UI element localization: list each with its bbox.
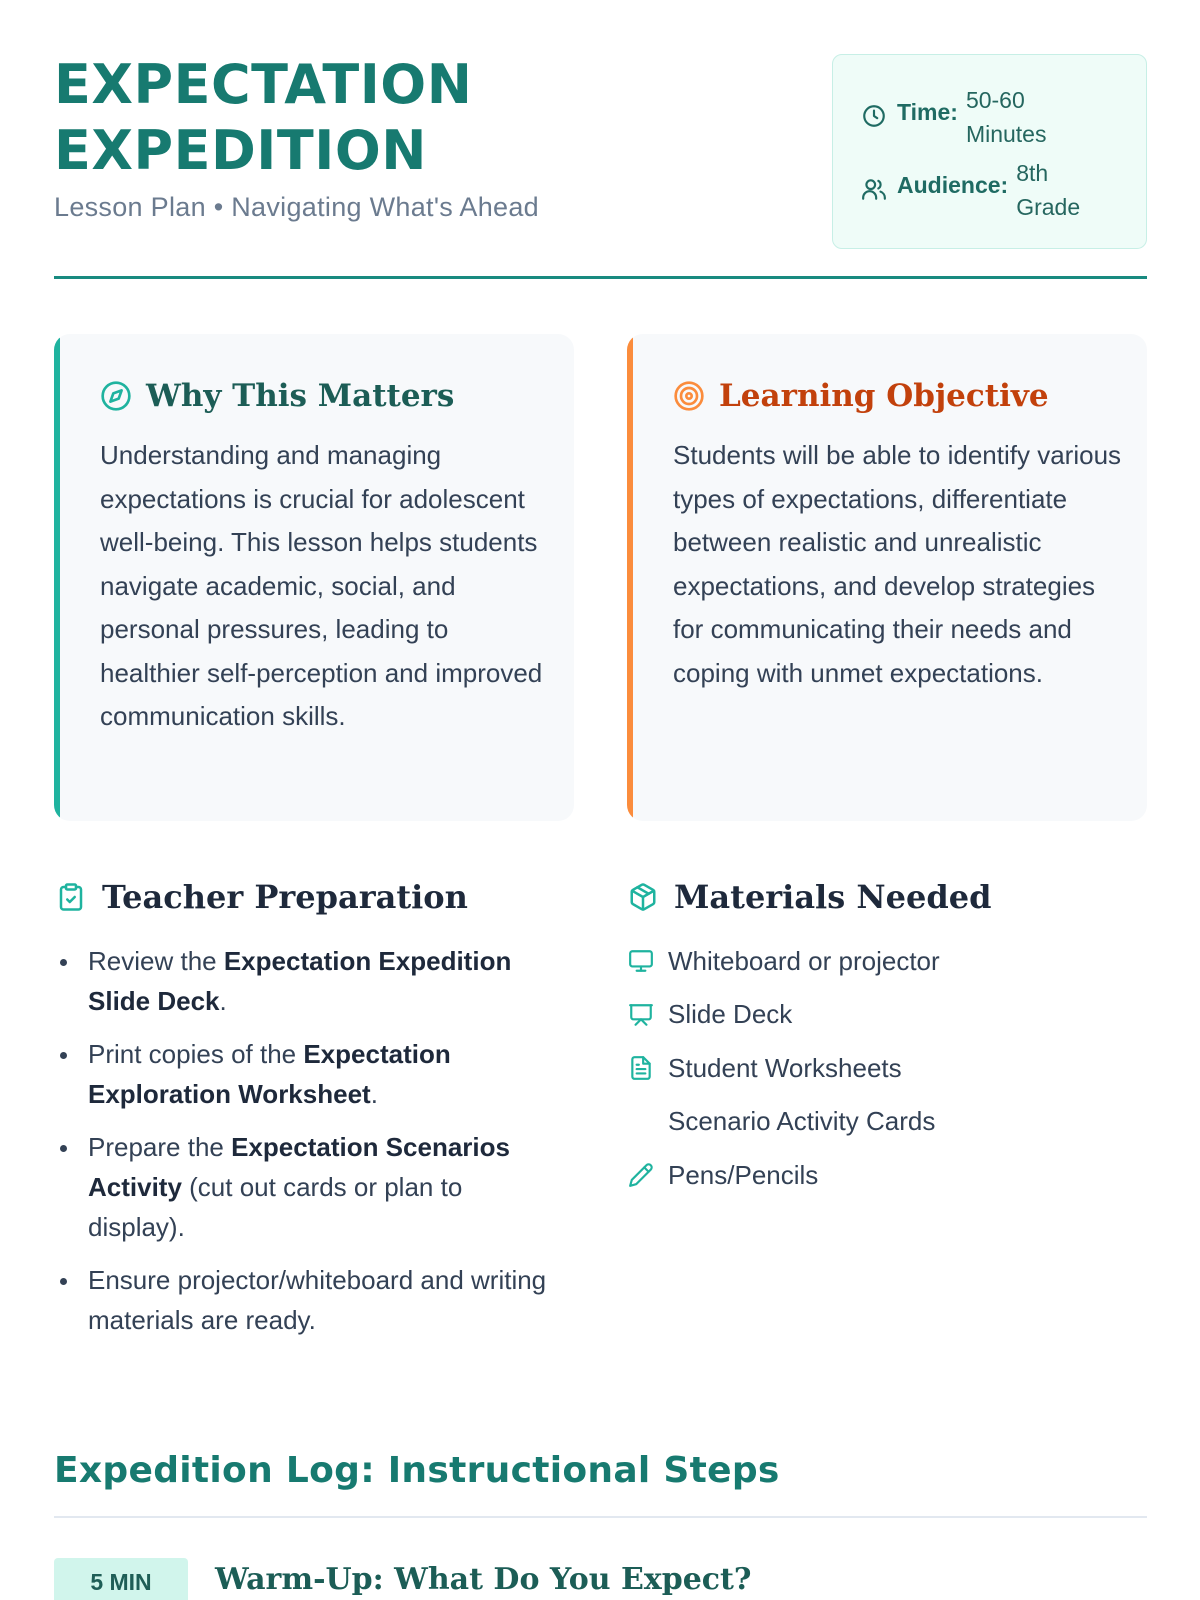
objective-card [627, 334, 1147, 821]
lesson-meta-box [832, 54, 1147, 249]
pencil-icon [628, 1162, 654, 1188]
prep-item-text: Print copies of the [88, 1039, 304, 1069]
why-card-header [100, 378, 454, 414]
package-icon [628, 882, 658, 912]
prep-section-title: Teacher Preparation [102, 878, 468, 916]
prep-item-emphasis: Expectation Exploration Worksheet [88, 1039, 451, 1109]
materials-item [628, 1155, 1128, 1195]
meta-audience [861, 156, 1080, 224]
materials-item [628, 995, 1128, 1035]
prep-item [60, 1034, 560, 1114]
title-line-1: EXPECTATION [54, 53, 473, 116]
materials-item-label: Scenario Activity Cards [668, 1106, 936, 1136]
objective-card-title: Learning Objective [719, 378, 1049, 414]
title-line-2: EXPEDITION [54, 119, 427, 182]
audience-value-line-1: 8th [1016, 160, 1049, 186]
prep-item-emphasis: Expectation Scenarios Activity [88, 1132, 510, 1202]
log-section-title: Expedition Log: Instructional Steps [54, 1450, 780, 1491]
time-label: Time: [897, 99, 958, 125]
step-duration-badge: 5 MIN [54, 1558, 188, 1600]
prep-item-text: Prepare the [88, 1132, 232, 1162]
prep-item-emphasis: Expectation Expedition Slide Deck [88, 946, 512, 1016]
materials-item [628, 1048, 1128, 1088]
audience-value [1016, 156, 1080, 224]
target-icon [673, 380, 705, 412]
materials-item-label: Whiteboard or projector [668, 945, 940, 976]
why-card-body: Understanding and managing expectations is crucial for adolescent well-being. This lesson helps students navigate academic, social, and personal pressures, leading to healthier self-perception and improved communication skills. [100, 440, 543, 731]
prep-item-text-end: . [219, 986, 227, 1016]
clock-icon [861, 103, 887, 129]
materials-item [628, 941, 1128, 981]
why-card [54, 334, 574, 821]
materials-item-label: Pens/Pencils [668, 1159, 819, 1190]
page-subtitle: Lesson Plan • Navigating What's Ahead [54, 192, 539, 222]
header-divider [54, 276, 1147, 279]
users-icon [861, 176, 887, 202]
prep-section-header [56, 878, 468, 916]
why-card-title: Why This Matters [146, 378, 455, 414]
log-divider [54, 1516, 1147, 1518]
time-value [966, 83, 1047, 151]
presentation-icon [628, 1002, 654, 1028]
materials-section-title: Materials Needed [674, 878, 992, 916]
step-title: Warm-Up: What Do You Expect? [215, 1562, 752, 1597]
compass-icon [100, 380, 132, 412]
materials-section-header [628, 878, 991, 916]
materials-list [628, 941, 1128, 1209]
prep-item-text-end: (cut out cards or plan to display). [88, 1172, 463, 1242]
clipboard-check-icon [56, 882, 86, 912]
audience-value-line-2: Grade [1016, 194, 1081, 220]
meta-time [861, 83, 1046, 151]
prep-item-text: Review the [88, 946, 224, 976]
prep-item-text-end: . [370, 1079, 378, 1109]
objective-card-header [673, 378, 1049, 414]
prep-item [60, 941, 560, 1021]
time-value-line-1: 50-60 [965, 87, 1025, 113]
materials-item-label: Student Worksheets [668, 1052, 902, 1083]
prep-list [60, 941, 560, 1353]
time-value-line-2: Minutes [965, 121, 1047, 147]
materials-item [628, 1102, 1128, 1142]
monitor-icon [628, 948, 654, 974]
materials-item-label: Slide Deck [668, 999, 793, 1029]
blank-icon-placeholder [628, 1109, 654, 1135]
prep-item-text: Ensure projector/whiteboard and writing materials are ready. [88, 1265, 547, 1335]
prep-item [60, 1127, 560, 1247]
prep-item [60, 1260, 560, 1340]
objective-card-body: Students will be able to identify various types of expectations, differentiate between realistic and unrealistic expectations, and develop strategies for communicating their needs and coping with unmet expectations. [673, 440, 1122, 688]
document-icon [628, 1055, 654, 1081]
audience-label: Audience: [897, 172, 1009, 198]
